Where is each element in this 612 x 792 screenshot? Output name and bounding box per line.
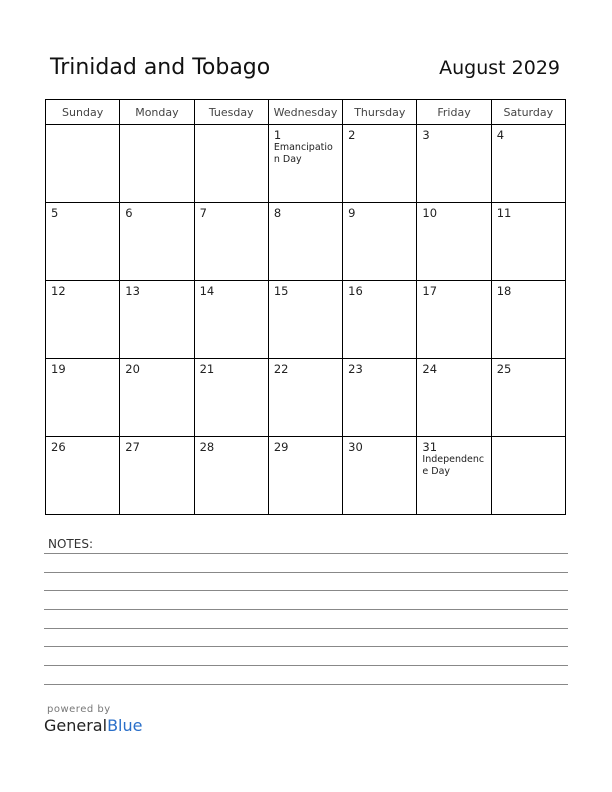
calendar-grid: [45, 99, 566, 515]
calendar-day-cell[interactable]: [343, 437, 417, 515]
day-number: 4: [496, 128, 505, 142]
day-number: 28: [199, 440, 215, 454]
calendar-week-row: [46, 125, 566, 203]
notes-line: [44, 646, 568, 647]
day-number: 27: [125, 440, 140, 454]
notes-line: [44, 572, 568, 573]
calendar-day-cell[interactable]: [46, 437, 120, 515]
notes-line: [44, 590, 568, 591]
day-number: 22: [273, 362, 289, 376]
day-number: 19: [51, 362, 66, 376]
day-number: 31: [422, 440, 438, 454]
day-number: 5: [51, 206, 59, 220]
calendar-day-cell[interactable]: [268, 437, 342, 515]
calendar-month-title: August 2029: [439, 57, 560, 79]
calendar-day-cell[interactable]: [343, 125, 417, 203]
weekday-header: Saturday: [491, 100, 565, 125]
day-number: 25: [496, 362, 512, 376]
calendar-day-cell[interactable]: [343, 281, 417, 359]
weekday-header-row: [46, 100, 566, 125]
calendar-day-cell[interactable]: [417, 281, 491, 359]
calendar-country-title: Trinidad and Tobago: [50, 55, 271, 80]
calendar-day-cell[interactable]: [491, 203, 565, 281]
day-number: 16: [348, 284, 363, 298]
calendar-day-cell[interactable]: [194, 437, 268, 515]
calendar-day-cell[interactable]: [46, 125, 120, 203]
calendar-day-cell[interactable]: [268, 281, 342, 359]
day-number: 15: [273, 284, 289, 298]
powered-by-text: powered by: [47, 704, 111, 715]
calendar-day-cell[interactable]: [491, 125, 565, 203]
day-number: 11: [496, 206, 512, 220]
calendar-day-cell[interactable]: [120, 125, 194, 203]
weekday-header: Wednesday: [268, 100, 342, 125]
day-number: 7: [199, 206, 207, 220]
calendar-week-row: [46, 359, 566, 437]
calendar-day-cell[interactable]: [268, 203, 342, 281]
notes-line: [44, 628, 568, 629]
calendar-day-cell[interactable]: [417, 437, 491, 515]
day-number: 8: [273, 206, 282, 220]
day-number: 23: [348, 362, 363, 376]
calendar-day-cell[interactable]: [46, 281, 120, 359]
day-number: 9: [348, 206, 356, 220]
day-number: 30: [348, 440, 363, 454]
calendar-day-cell[interactable]: [194, 359, 268, 437]
notes-line: [44, 665, 568, 666]
calendar-week-row: [46, 281, 566, 359]
day-number: 24: [422, 362, 438, 376]
day-number: 20: [125, 362, 140, 376]
calendar-day-cell[interactable]: [491, 281, 565, 359]
calendar-day-cell[interactable]: [194, 203, 268, 281]
calendar-day-cell[interactable]: [417, 359, 491, 437]
calendar-day-cell[interactable]: [120, 359, 194, 437]
calendar-day-cell[interactable]: [491, 437, 565, 515]
calendar-day-cell[interactable]: [268, 125, 342, 203]
calendar-day-cell[interactable]: [120, 281, 194, 359]
day-number: 29: [273, 440, 289, 454]
day-number: 13: [125, 284, 140, 298]
notes-line: [44, 684, 568, 685]
calendar-day-cell[interactable]: [268, 359, 342, 437]
generalblue-logo[interactable]: [44, 716, 142, 735]
day-number: 18: [496, 284, 512, 298]
calendar-day-cell[interactable]: [417, 125, 491, 203]
holiday-label: Independence Day: [422, 454, 485, 477]
day-number: 12: [51, 284, 66, 298]
brand-blue-text: Blue: [107, 716, 143, 735]
weekday-header: Sunday: [46, 100, 120, 125]
notes-line: [44, 553, 568, 554]
calendar-day-cell[interactable]: [46, 359, 120, 437]
day-number: 14: [199, 284, 215, 298]
day-number: 6: [125, 206, 133, 220]
calendar-day-cell[interactable]: [120, 437, 194, 515]
notes-label: NOTES:: [48, 537, 93, 551]
calendar-day-cell[interactable]: [343, 359, 417, 437]
calendar-day-cell[interactable]: [194, 281, 268, 359]
day-number: 26: [51, 440, 66, 454]
day-number: 1: [273, 128, 282, 142]
notes-line: [44, 609, 568, 610]
day-number: 3: [422, 128, 430, 142]
day-number: 2: [348, 128, 356, 142]
calendar-week-row: [46, 437, 566, 515]
weekday-header: Friday: [417, 100, 491, 125]
brand-general-text: General: [44, 716, 108, 735]
calendar-day-cell[interactable]: [417, 203, 491, 281]
day-number: 21: [199, 362, 215, 376]
calendar-day-cell[interactable]: [491, 359, 565, 437]
weekday-header: Tuesday: [194, 100, 268, 125]
calendar-day-cell[interactable]: [46, 203, 120, 281]
weekday-header: Monday: [120, 100, 194, 125]
day-number: 17: [422, 284, 438, 298]
day-number: 10: [422, 206, 438, 220]
calendar-day-cell[interactable]: [343, 203, 417, 281]
calendar-day-cell[interactable]: [194, 125, 268, 203]
holiday-label: Emancipation Day: [273, 142, 333, 165]
weekday-header: Thursday: [343, 100, 417, 125]
calendar-day-cell[interactable]: [120, 203, 194, 281]
calendar-week-row: [46, 203, 566, 281]
